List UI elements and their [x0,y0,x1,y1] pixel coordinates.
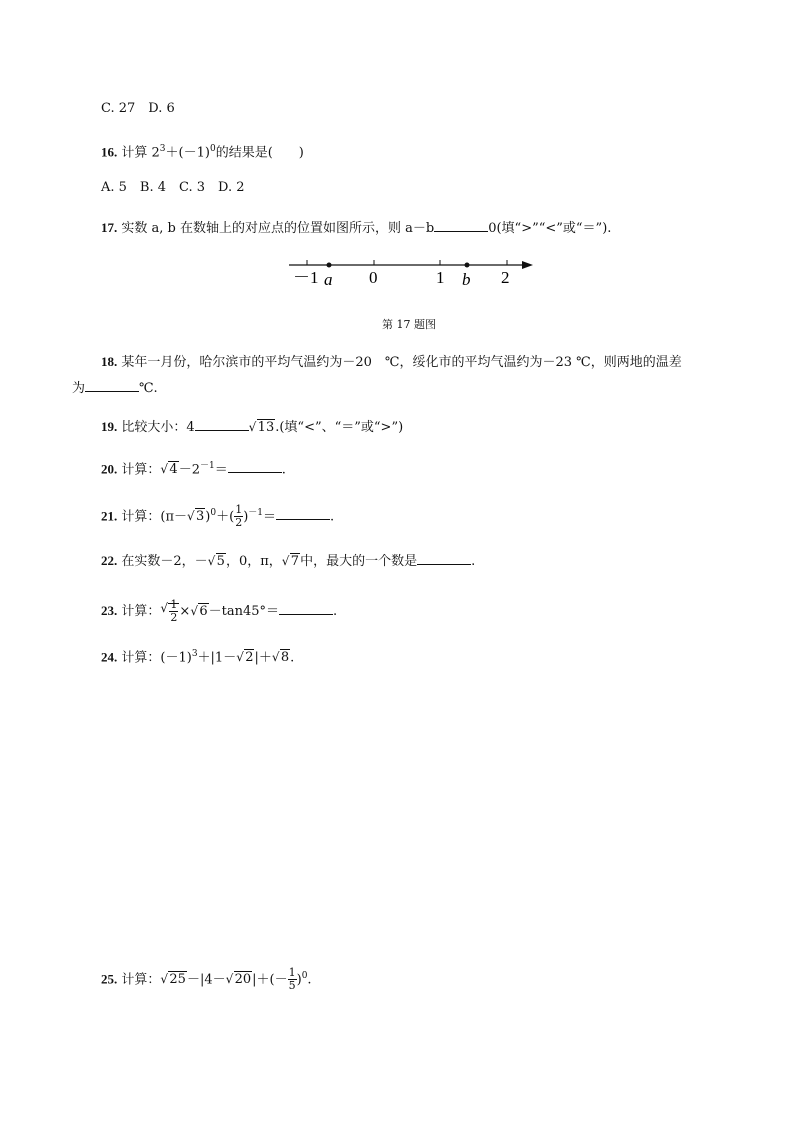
question-21: 21. 计算：(π－√ 3)$^0$＋( $\frac{1}{2}$ )$^{-1}$＝ . [101,503,334,529]
figure-caption: 第 17 题图 [382,318,436,331]
sqrt: √ 6 [190,602,208,622]
sqrt: √ 8 [272,648,290,668]
sqrt: √ 20 [226,970,253,990]
sqrt: √ 4 [160,460,178,480]
sqrt: √ 25 [160,970,187,990]
answer-blank[interactable] [228,459,282,473]
number-line-figure [285,252,537,288]
tick-label: －1 [293,268,319,287]
question-23: 23. 计算： √ $\frac{1}{2}$ ×√ 6－tan45°＝ . [101,599,337,624]
point-a [327,263,332,268]
sqrt: √ 13 [249,418,276,438]
answer-blank[interactable] [279,601,333,615]
point-b [465,263,470,268]
question-16: 16. 计算 $2^3+(-1)^0$的结果是( ) [101,144,304,161]
tick-label: 1 [436,268,445,287]
answer-blank[interactable] [85,378,139,392]
question-18: 18. 某年一月份，哈尔滨市的平均气温约为－20 ℃，绥化市的平均气温约为－23 ℃，则两地的温差 [101,354,682,370]
question-22: 22. 在实数－2，－√ 5，0，π，√ 7中，最大的一个数是 . [101,551,475,572]
fraction: $\frac{1}{2}$ [235,503,243,530]
answer-blank[interactable] [417,551,471,565]
q15-options: C. 27 D. 6 [101,101,175,116]
sqrt: √ 3 [187,507,205,527]
question-25: 25. 计算：√ 25－|4－√ 20|＋(－ $\frac{1}{5}$ )$^0$. [101,966,312,992]
question-19: 19. 比较大小：4√ 13.(填“<”、“＝”或“>”) [101,417,403,438]
tick-label: 0 [369,268,378,287]
point-label: b [462,270,471,288]
sqrt: √ 2 [236,648,254,668]
question-number: 16. [101,144,118,160]
tick-label: 2 [501,268,510,287]
fraction: √ $\frac{1}{2}$ [170,598,178,624]
question-24: 24. 计算：$(-1)^3+|1-√$ 2|＋√ 8. [101,644,294,668]
question-20: 20. 计算：√ $4-2^{-1}=$ . [101,456,286,480]
sqrt: √ 7 [282,552,300,572]
sqrt: √ 5 [208,552,226,572]
answer-blank[interactable] [195,417,249,431]
question-17: 17. 实数 a, b 在数轴上的对应点的位置如图所示，则 a－b 0(填“>”“<”或“＝”). [101,220,612,236]
sqrt [160,599,179,624]
fraction: $\frac{1}{5}$ [288,966,296,993]
q16-options: A. 5 B. 4 C. 3 D. 2 [101,180,245,195]
question-18-cont: 为 ℃. [72,378,158,399]
answer-blank[interactable] [434,218,488,232]
answer-blank[interactable] [276,506,330,520]
point-label: a [324,270,333,288]
